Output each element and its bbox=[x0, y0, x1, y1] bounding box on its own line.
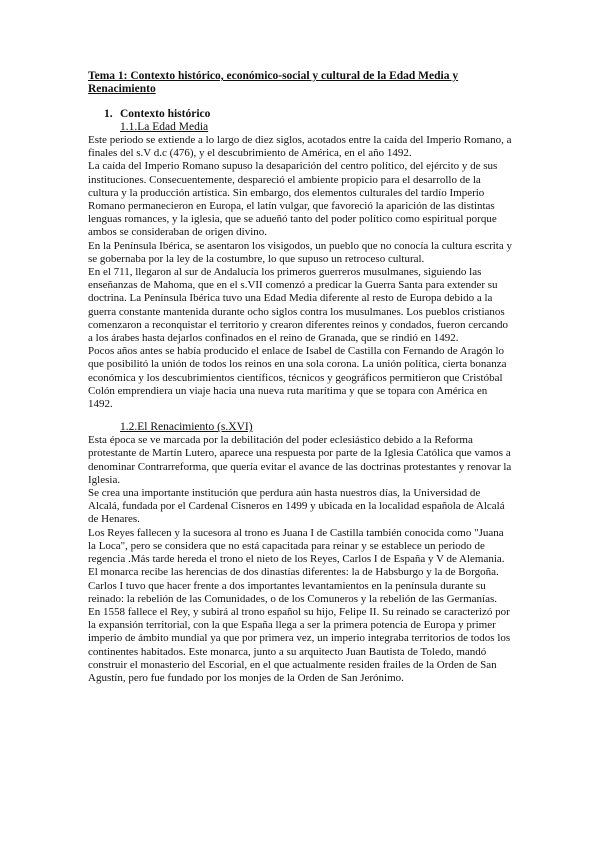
paragraph: La caída del Imperio Romano supuso la desaparición del centro político, del ejército y de sus instituciones. Consecuentemente, despareció el ambiente propicio para el desarrollo de la cultura y la producción artística. Sin embargo, dos elementos culturales del tardío Imperio Romano permanecieron en Europa, el latín vulgar, que favoreció la aparición de las distintas lenguas romances, y la iglesia, que se adueñó tanto del poder político como espiritual porque ambos se consideraban de origen divino. bbox=[88, 160, 498, 239]
paragraph: En la Península Ibérica, se asentaron los visigodos, un pueblo que no conocía la cultura escrita y se gobernaba por la ley de la costumbre, lo que supuso un retroceso cultural. bbox=[88, 239, 512, 265]
paragraph: Pocos años antes se había producido el enlace de Isabel de Castilla con Fernando de Aragón lo que posibilitó la unión de todos los reinos en una sola corona. La unión política, cierta bonanza económica y los descubrimientos científicos, técnicos y geográficos permitieron que Cristóbal Colón emprendiera un viaje hacia una nueva ruta marítima y que se topara con América en 1492. bbox=[88, 345, 507, 411]
document-title: Tema 1: Contexto histórico, económico-social y cultural de la Edad Media y Renacimiento bbox=[88, 70, 459, 95]
paragraph: Los Reyes fallecen y la sucesora al trono es Juana I de Castilla también conocida como "Juana la Loca", pero se considera que no está capacitada para reinar y se establece un periodo de regencia .Más tarde hereda el trono el nieto de los Reyes, Carlos I de España y V de Alemania. El monarca recibe las herencias de dos dinastías diferentes: la de Habsburgo y la de Borgoña. Carlos I tuvo que hacer frente a dos importantes levantamientos en la península durante su reinado: la rebelión de las Comunidades, o de los Comuneros y la rebelión de las Germanías. bbox=[88, 526, 505, 605]
paragraph: En el 711, llegaron al sur de Andalucía los primeros guerreros musulmanes, siguiendo las enseñanzas de Mahoma, que en el s.VII comenzó a predicar la Guerra Santa para extender su doctrina. La Península Ibérica tuvo una Edad Media diferente al resto de Europa debido a la guerra constante mantenida durante ocho siglos contra los musulmanes. Los pueblos cristianos comenzaron a reconquistar el territorio y crearon diferentes reinos y condados, fueron cercando a los árabes hasta dejarlos confinados en el reino de Granada, que se rindió en 1492. bbox=[88, 266, 508, 345]
paragraph: Este periodo se extiende a lo largo de diez siglos, acotados entre la caída del Imperio Romano, a finales del s.V d.c (476), y el descubrimiento de América, en el año 1492. bbox=[88, 134, 512, 160]
section-number: 1. bbox=[104, 108, 113, 120]
subsection-heading-renacimiento: 1.2.El Renacimiento (s.XVI) bbox=[120, 421, 253, 434]
subsection-heading-edad-media: 1.1.La Edad Media bbox=[120, 121, 209, 133]
paragraph: Esta época se ve marcada por la debilitación del poder eclesiástico debido a la Reforma protestante de Martín Lutero, aparece una respuesta por parte de la Iglesia Católica que vamos a denominar Contrarreforma, que quería evitar el avance de las doctrinas protestantes y renovar la Iglesia. bbox=[88, 434, 512, 486]
section-heading bbox=[88, 108, 512, 121]
paragraph: Se crea una importante institución que perdura aún hasta nuestros días, la Universidad de Alcalá, fundada por el Cardenal Cisneros en 1499 y ubicada en la localidad española de Alcalá de Henares. bbox=[88, 487, 505, 526]
document-content bbox=[88, 70, 512, 685]
section-title: Contexto histórico bbox=[120, 108, 211, 120]
paragraph: En 1558 fallece el Rey, y subirá al trono español su hijo, Felipe II. Su reinado se caracterizó por la expansión territorial, con la que España llega a ser la primera potencia de Europa y primer imperio de ámbito mundial ya que por primera vez, un imperio integraba territorios de todos los continentes habitados. Este monarca, junto a su arquitecto Juan Bautista de Toledo, mandó construir el monasterio del Escorial, en el que actualmente residen frailes de la Orden de San Agustín, pero fue fundado por los monjes de la Orden de San Jerónimo. bbox=[88, 605, 511, 684]
